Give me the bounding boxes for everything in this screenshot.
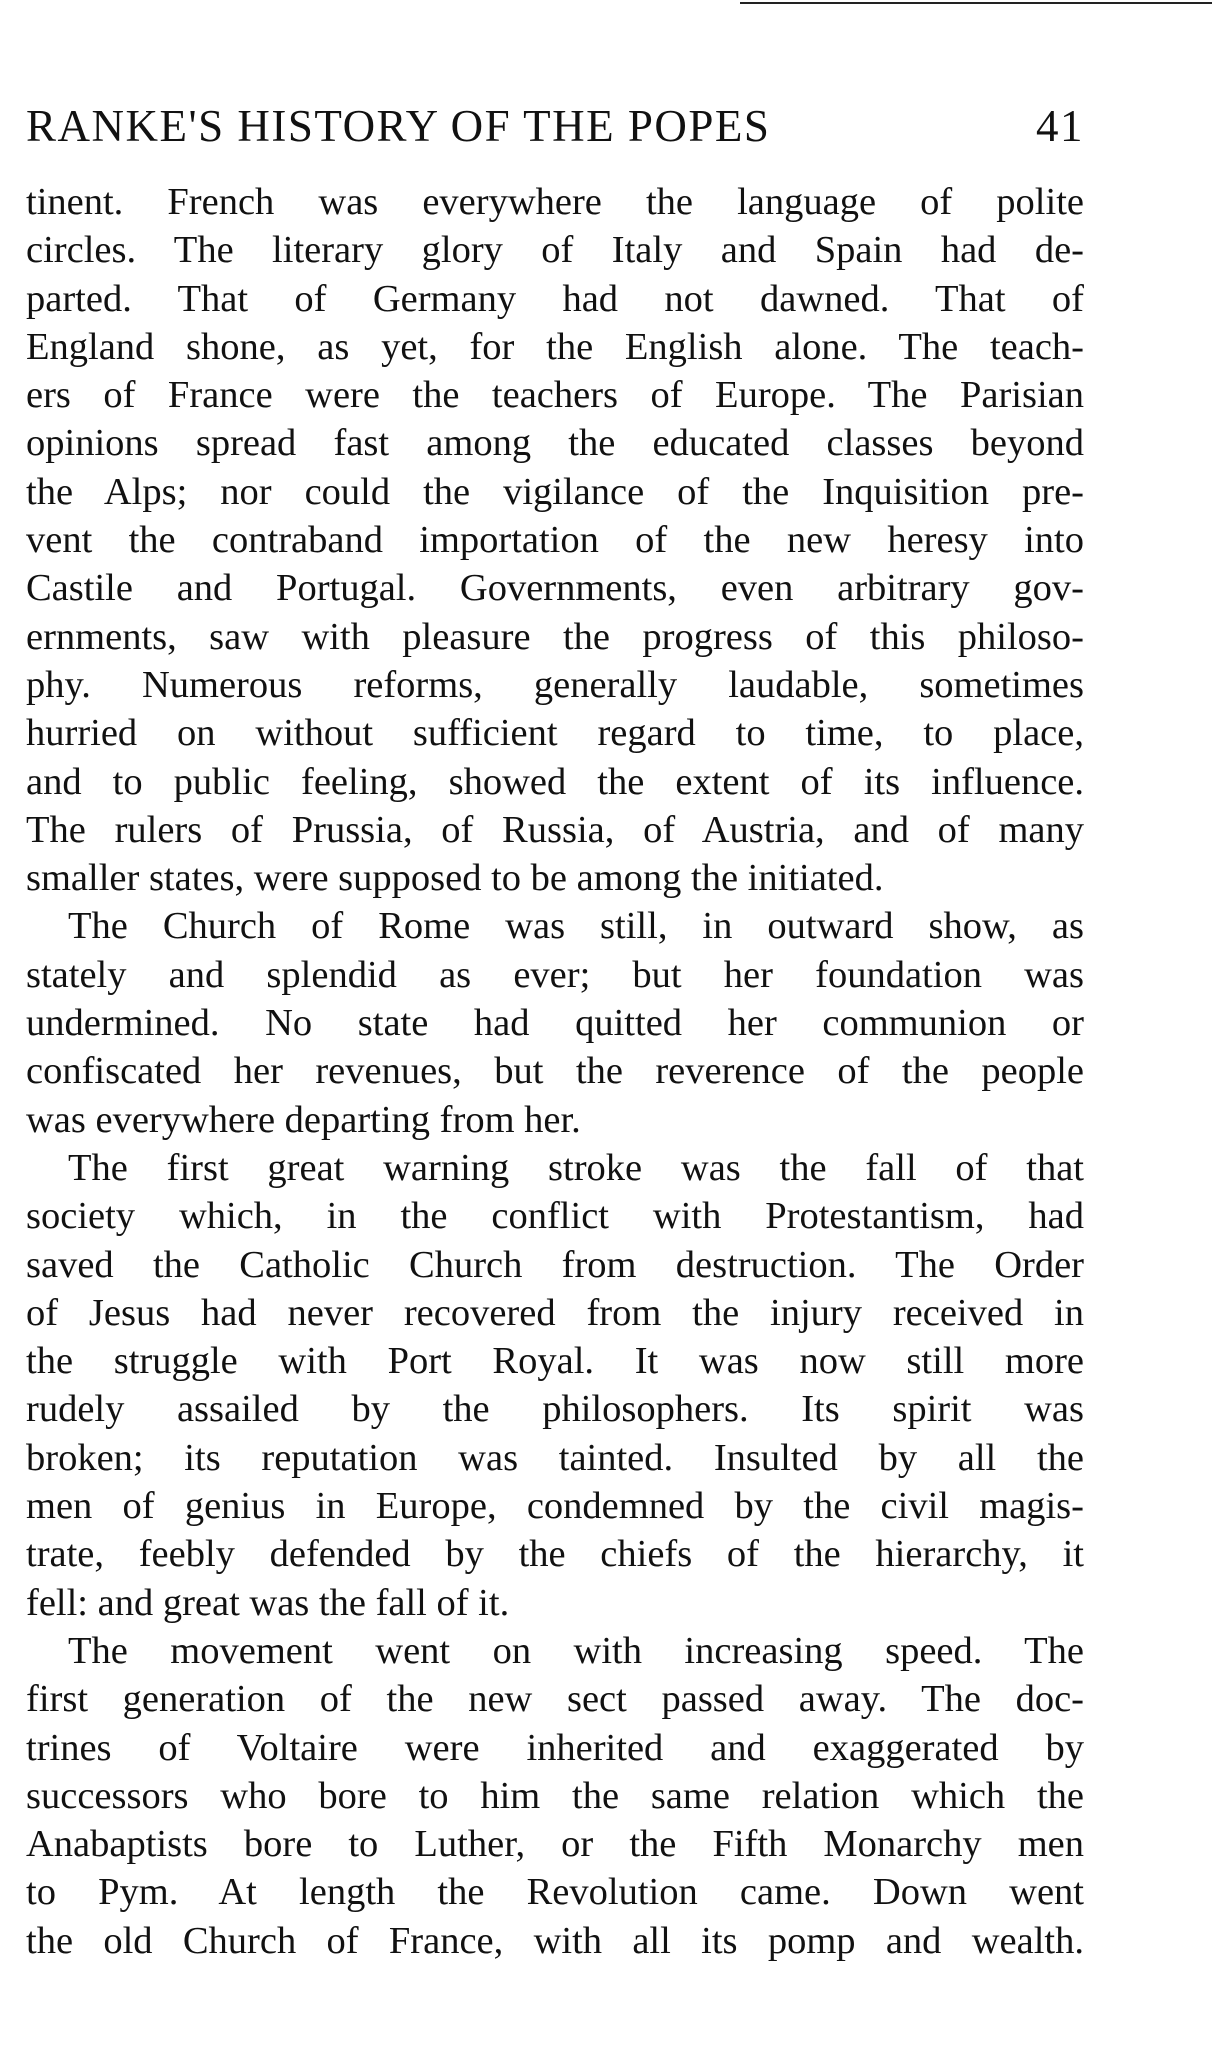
text-line: hurried on without sufficient regard to time, to place, [26,712,1084,755]
text-line: fell: and great was the fall of it. [26,1581,510,1624]
text-line: phy. Numerous reforms, generally laudable, sometimes [26,663,1084,706]
text-line: circles. The literary glory of Italy and Spain had de- [26,229,1084,272]
text-line: Anabaptists bore to Luther, or the Fifth Monarchy men [26,1823,1084,1866]
text-line: stately and splendid as ever; but her foundation was [26,953,1084,996]
text-line: the old Church of France, with all its pomp and wealth. [26,1919,1084,1962]
text-line: ernments, saw with pleasure the progress of this philoso- [26,615,1084,658]
text-line: The rulers of Prussia, of Russia, of Austria, and of many [26,808,1084,851]
text-line: England shone, as yet, for the English alone. The teach- [26,325,1084,368]
body-text [26,178,1084,1965]
text-line: the struggle with Port Royal. It was now still more [26,1340,1084,1383]
text-line: men of genius in Europe, condemned by the civil magis- [26,1485,1084,1528]
text-line: first generation of the new sect passed away. The doc- [26,1678,1084,1721]
text-line: of Jesus had never recovered from the injury received in [26,1291,1084,1334]
running-title: RANKE'S HISTORY OF THE POPES [26,101,771,151]
paragraph-1 [26,178,1084,902]
text-line: parted. That of Germany had not dawned. That of [26,277,1084,320]
paragraph-2 [26,902,1084,1143]
text-line: and to public feeling, showed the extent of its influence. [26,760,1084,803]
text-line: successors who bore to him the same relation which the [26,1774,1084,1817]
text-line: vent the contraband importation of the new heresy into [26,519,1084,562]
text-line: to Pym. At length the Revolution came. Down went [26,1871,1084,1914]
text-line: confiscated her revenues, but the reverence of the people [26,1050,1084,1093]
text-line: The first great warning stroke was the fall of that [68,1146,1084,1189]
text-line: Castile and Portugal. Governments, even arbitrary gov- [26,567,1084,610]
text-line: rudely assailed by the philosophers. Its spirit was [26,1388,1084,1431]
text-line: ers of France were the teachers of Europe. The Parisian [26,374,1084,417]
text-line: was everywhere departing from her. [26,1098,581,1141]
text-line: broken; its reputation was tainted. Insulted by all the [26,1436,1084,1479]
text-line: the Alps; nor could the vigilance of the Inquisition pre- [26,470,1084,513]
text-line: opinions spread fast among the educated classes beyond [26,422,1084,465]
text-line: trate, feebly defended by the chiefs of the hierarchy, it [26,1533,1084,1576]
text-line: society which, in the conflict with Protestantism, had [26,1195,1084,1238]
text-line: saved the Catholic Church from destruction. The Order [26,1243,1084,1286]
text-line: trines of Voltaire were inherited and exaggerated by [26,1726,1084,1769]
top-rule [740,2,1212,4]
text-line: The Church of Rome was still, in outward show, as [68,905,1084,948]
paragraph-4 [26,1627,1084,1965]
page-number: 41 [1036,101,1084,151]
paragraph-3 [26,1144,1084,1627]
text-line: undermined. No state had quitted her communion or [26,1002,1084,1045]
text-line: The movement went on with increasing speed. The [68,1629,1084,1672]
text-line: smaller states, were supposed to be among the initiated. [26,857,884,900]
text-line: tinent. French was everywhere the language of polite [26,181,1084,223]
running-head [26,100,1084,178]
book-page [26,100,1084,1965]
